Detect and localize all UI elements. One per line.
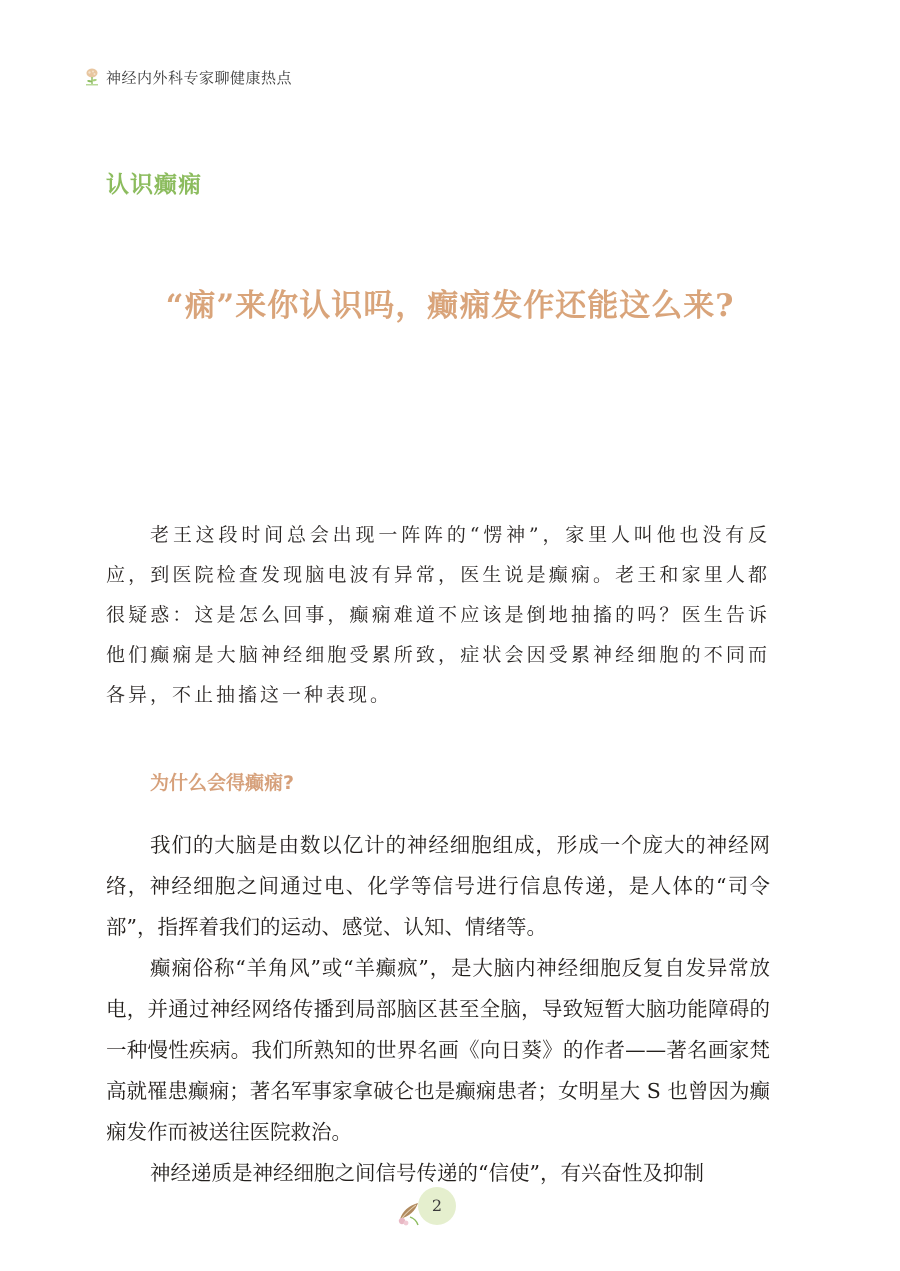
header-title: 神经内外科专家聊健康热点: [106, 68, 293, 87]
section-label: 认识癫痫: [106, 172, 202, 198]
page-number: 2: [431, 1196, 443, 1215]
body-paragraph: 我们的大脑是由数以亿计的神经细胞组成，形成一个庞大的神经网络，神经细胞之间通过电、化学等信号进行信息传递，是人体的“司令部”，指挥着我们的运动、感觉、认知、情绪等。: [106, 833, 770, 939]
intro-paragraph: 老王这段时间总会出现一阵阵的“愣神”，家里人叫他也没有反应，到医院检查发现脑电波有异常，医生说是癫痫。老王和家里人都很疑惑：这是怎么回事，癫痫难道不应该是倒地抽搐的吗？医生告诉他们癫痫是大脑神经细胞受累所致，症状会因受累神经细胞的不同而各异，不止抽搐这一种表现。: [106, 524, 770, 706]
page-number-badge: [396, 1185, 466, 1235]
article-title: “痫”来你认识吗，癫痫发作还能这么来?: [165, 288, 735, 324]
subheading: 为什么会得癫痫?: [150, 772, 295, 794]
body-paragraph: 癫痫俗称“羊角风”或“羊癫疯”，是大脑内神经细胞反复自发异常放电，并通过神经网络传播到局部脑区甚至全脑，导致短暂大脑功能障碍的一种慢性疾病。我们所熟知的世界名画《向日葵》的作者——著名画家梵高就罹患癫痫；著名军事家拿破仑也是癫痫患者；女明星大 S 也曾因为癫痫发作而被送往医院救治。: [106, 956, 770, 1144]
running-header: [82, 66, 292, 88]
flower-icon: [82, 67, 102, 87]
body-paragraph: 神经递质是神经细胞之间信号传递的“信使”，有兴奋性及抑制: [150, 1161, 704, 1185]
body-text: [106, 825, 770, 1194]
